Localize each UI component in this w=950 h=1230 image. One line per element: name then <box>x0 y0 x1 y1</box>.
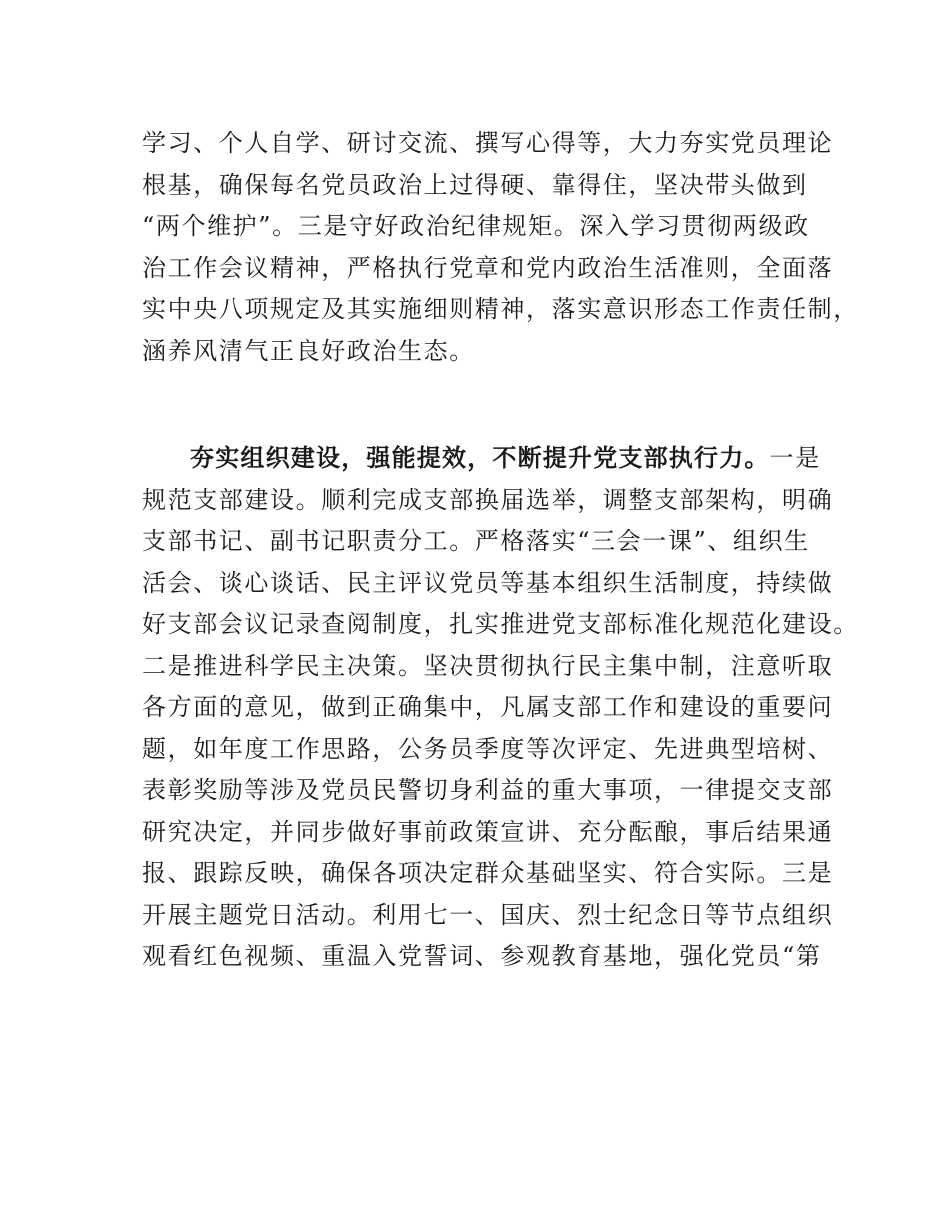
section-heading: 夯实组织建设，强能提效，不断提升党支部执行力。 <box>190 444 770 472</box>
text-line: 观看红色视频、重温入党誓词、参观教育基地，强化党员“第 <box>142 942 822 970</box>
text-line: 好支部会议记录查阅制度，扎实推进党支部标准化规范化建设。 <box>142 610 859 638</box>
text-line: 根基，确保每名党员政治上过得硬、靠得住，坚决带头做到 <box>142 170 808 199</box>
text-line: 开展主题党日活动。利用七一、国庆、烈士纪念日等节点组织 <box>142 900 834 929</box>
heading-line <box>142 438 822 480</box>
text-line: 各方面的意见，做到正确集中，凡属支部工作和建设的重要问 <box>142 693 834 721</box>
text-line: 实中央八项规定及其实施细则精神，落实意识形态工作责任制， <box>142 295 859 323</box>
text-line: 学习、个人自学、研讨交流、撰写心得等，大力夯实党员理论 <box>142 129 834 157</box>
text-line: 二是推进科学民主决策。坚决贯彻执行民主集中制，注意听取 <box>142 651 834 680</box>
text-line: 题，如年度工作思路，公务员季度等次评定、先进典型培树、 <box>142 734 834 763</box>
paragraph-political-discipline <box>142 123 859 372</box>
text-line: “两个维护”。三是守好政治纪律规矩。深入学习贯彻两级政 <box>142 212 810 240</box>
text-line: 研究决定，并同步做好事前政策宣讲、充分酝酿，事后结果通 <box>142 817 834 846</box>
text-line: 报、跟踪反映，确保各项决定群众基础坚实、符合实际。三是 <box>142 859 834 887</box>
text-line: 治工作会议精神，严格执行党章和党内政治生活准则，全面落 <box>142 253 834 282</box>
text-line: 涵养风清气正良好政治生态。 <box>142 336 475 365</box>
text-line: 支部书记、副书记职责分工。严格落实“三会一课”、组织生 <box>142 527 810 555</box>
paragraph-organization-building <box>142 438 859 978</box>
heading-line-rest: 一是 <box>769 444 821 472</box>
text-line: 表彰奖励等涉及党员民警切身利益的重大事项，一律提交支部 <box>142 776 834 804</box>
text-line: 规范支部建设。顺利完成支部换届选举，调整支部架构，明确 <box>142 485 834 514</box>
text-line: 活会、谈心谈话、民主评议党员等基本组织生活制度，持续做 <box>142 568 834 597</box>
